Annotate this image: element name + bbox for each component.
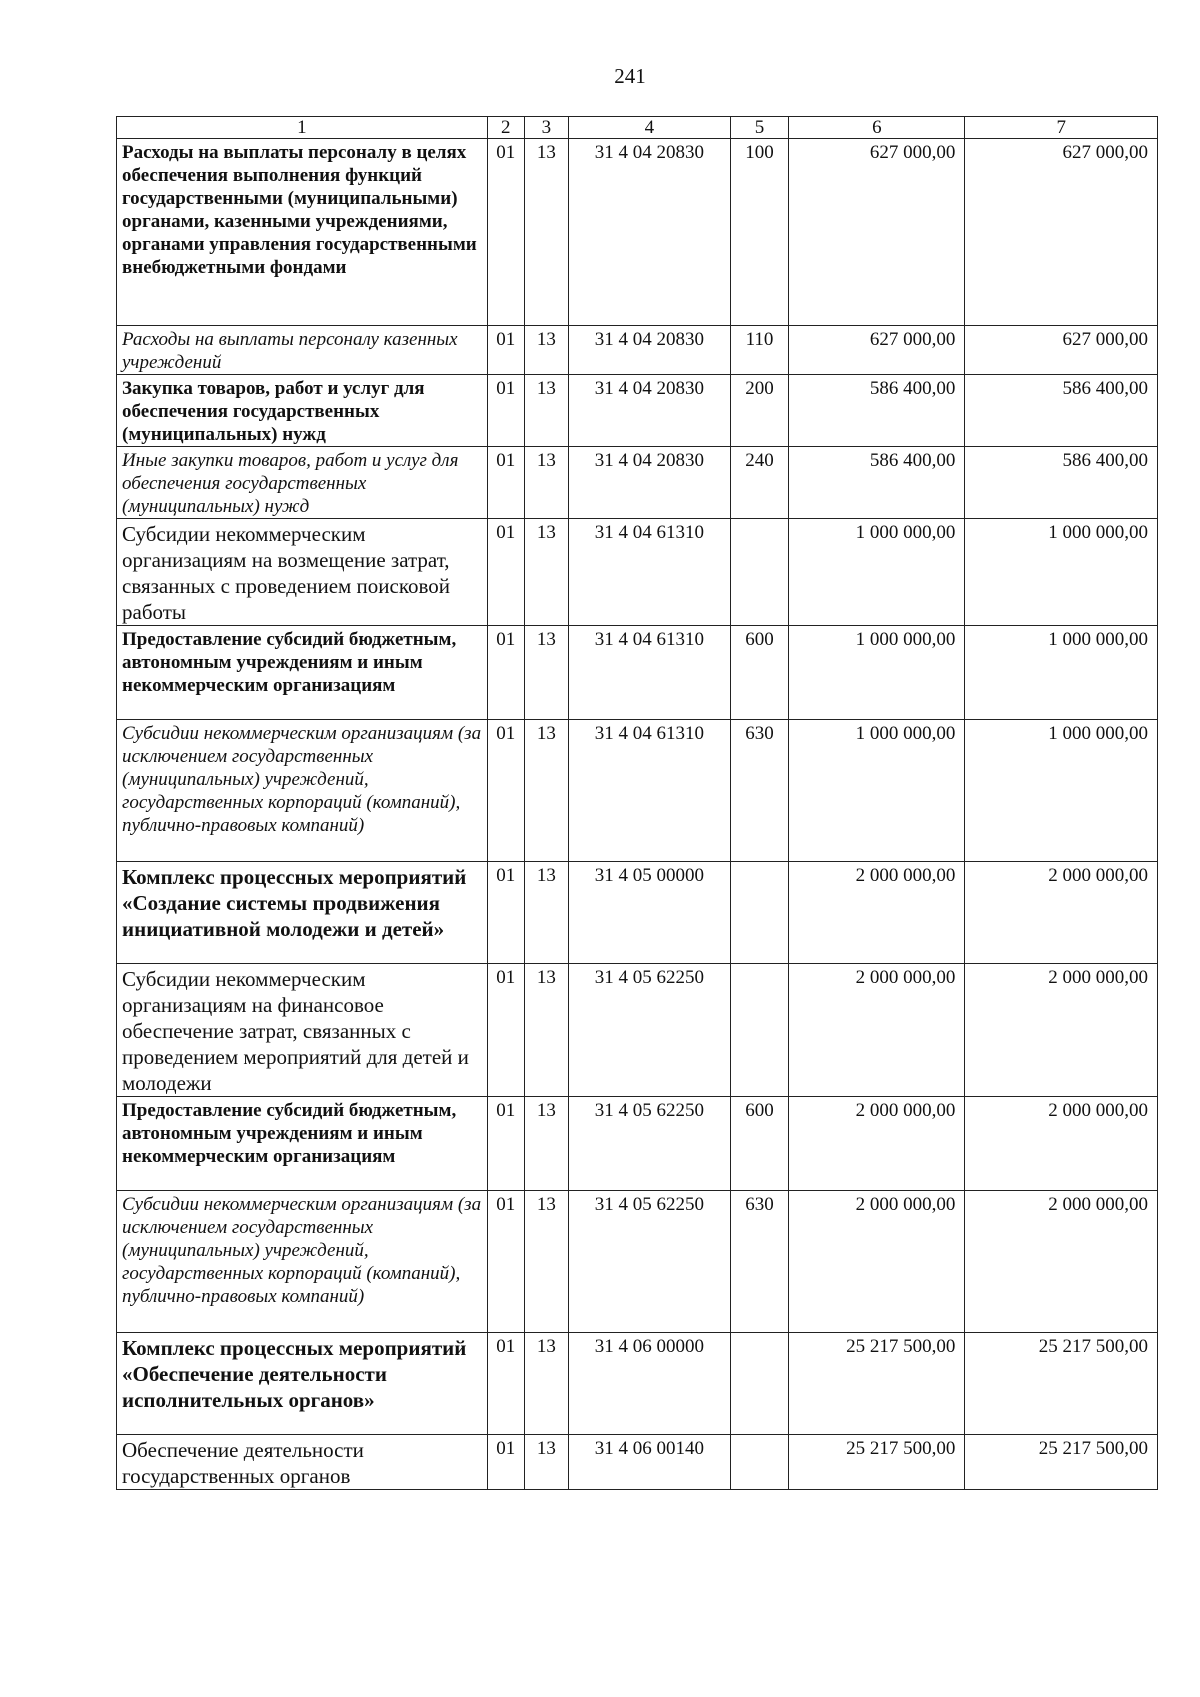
cell-subsection: 13 <box>524 1435 568 1490</box>
cell-target-article: 31 4 04 20830 <box>569 447 731 519</box>
cell-section: 01 <box>487 1097 524 1191</box>
cell-expense-type: 630 <box>730 1191 789 1333</box>
cell-target-article: 31 4 04 61310 <box>569 720 731 862</box>
header-cell: 1 <box>117 117 488 139</box>
cell-subsection: 13 <box>524 447 568 519</box>
cell-section: 01 <box>487 1191 524 1333</box>
cell-expense-type: 100 <box>730 139 789 326</box>
cell-target-article: 31 4 05 62250 <box>569 1097 731 1191</box>
cell-subsection: 13 <box>524 139 568 326</box>
cell-amount-1: 2 000 000,00 <box>789 1191 965 1333</box>
cell-expense-type: 600 <box>730 626 789 720</box>
table-row <box>117 326 1158 375</box>
cell-section: 01 <box>487 375 524 447</box>
cell-expense-type <box>730 862 789 964</box>
cell-amount-2: 1 000 000,00 <box>965 519 1158 626</box>
header-cell: 7 <box>965 117 1158 139</box>
cell-subsection: 13 <box>524 1097 568 1191</box>
cell-amount-1: 1 000 000,00 <box>789 626 965 720</box>
cell-target-article: 31 4 05 62250 <box>569 1191 731 1333</box>
cell-target-article: 31 4 04 61310 <box>569 626 731 720</box>
cell-target-article: 31 4 05 00000 <box>569 862 731 964</box>
table-header-row <box>117 117 1158 139</box>
cell-section: 01 <box>487 519 524 626</box>
cell-amount-2: 586 400,00 <box>965 375 1158 447</box>
cell-amount-2: 627 000,00 <box>965 326 1158 375</box>
row-name: Субсидии некоммерческим организациям на финансовое обеспечение затрат, связанных с проведением мероприятий для детей и молодежи <box>117 964 488 1097</box>
table-row <box>117 1097 1158 1191</box>
cell-section: 01 <box>487 720 524 862</box>
row-name: Обеспечение деятельности государственных органов <box>117 1435 488 1490</box>
cell-target-article: 31 4 04 20830 <box>569 139 731 326</box>
cell-expense-type: 110 <box>730 326 789 375</box>
table-row <box>117 720 1158 862</box>
cell-amount-2: 1 000 000,00 <box>965 626 1158 720</box>
header-cell: 4 <box>569 117 731 139</box>
cell-subsection: 13 <box>524 519 568 626</box>
cell-amount-2: 2 000 000,00 <box>965 964 1158 1097</box>
row-name: Комплекс процессных мероприятий «Создание системы продвижения инициативной молодежи и детей» <box>117 862 488 964</box>
row-name: Расходы на выплаты персоналу в целях обеспечения выполнения функций государственными (муниципальными) органами, казенными учреждениями, органами управления государственными внебюджетными фондами <box>117 139 488 326</box>
table-row <box>117 375 1158 447</box>
page-number: 241 <box>614 64 646 88</box>
table-row <box>117 1191 1158 1333</box>
header-cell: 2 <box>487 117 524 139</box>
cell-amount-1: 2 000 000,00 <box>789 862 965 964</box>
cell-subsection: 13 <box>524 1191 568 1333</box>
table-row <box>117 1435 1158 1490</box>
cell-expense-type <box>730 519 789 626</box>
cell-subsection: 13 <box>524 964 568 1097</box>
cell-subsection: 13 <box>524 326 568 375</box>
budget-table <box>116 116 1158 1490</box>
cell-expense-type <box>730 1435 789 1490</box>
cell-target-article: 31 4 06 00140 <box>569 1435 731 1490</box>
cell-subsection: 13 <box>524 375 568 447</box>
row-name: Комплекс процессных мероприятий «Обеспечение деятельности исполнительных органов» <box>117 1333 488 1435</box>
cell-amount-1: 1 000 000,00 <box>789 720 965 862</box>
cell-subsection: 13 <box>524 720 568 862</box>
cell-expense-type <box>730 964 789 1097</box>
cell-expense-type: 240 <box>730 447 789 519</box>
cell-target-article: 31 4 06 00000 <box>569 1333 731 1435</box>
header-cell: 5 <box>730 117 789 139</box>
cell-amount-1: 586 400,00 <box>789 447 965 519</box>
cell-target-article: 31 4 04 20830 <box>569 326 731 375</box>
row-name: Субсидии некоммерческим организациям (за исключением государственных (муниципальных) учреждений, государственных корпораций (компаний), публично-правовых компаний) <box>117 720 488 862</box>
cell-expense-type: 630 <box>730 720 789 862</box>
cell-amount-1: 25 217 500,00 <box>789 1435 965 1490</box>
table-row <box>117 139 1158 326</box>
cell-expense-type: 600 <box>730 1097 789 1191</box>
cell-target-article: 31 4 05 62250 <box>569 964 731 1097</box>
cell-amount-1: 2 000 000,00 <box>789 964 965 1097</box>
cell-subsection: 13 <box>524 626 568 720</box>
cell-subsection: 13 <box>524 1333 568 1435</box>
row-name: Субсидии некоммерческим организациям (за исключением государственных (муниципальных) учреждений, государственных корпораций (компаний), публично-правовых компаний) <box>117 1191 488 1333</box>
row-name: Закупка товаров, работ и услуг для обеспечения государственных (муниципальных) нужд <box>117 375 488 447</box>
cell-amount-2: 2 000 000,00 <box>965 862 1158 964</box>
cell-target-article: 31 4 04 20830 <box>569 375 731 447</box>
cell-target-article: 31 4 04 61310 <box>569 519 731 626</box>
cell-section: 01 <box>487 1333 524 1435</box>
cell-section: 01 <box>487 1435 524 1490</box>
cell-amount-2: 586 400,00 <box>965 447 1158 519</box>
table-row <box>117 1333 1158 1435</box>
cell-expense-type <box>730 1333 789 1435</box>
cell-section: 01 <box>487 139 524 326</box>
cell-subsection: 13 <box>524 862 568 964</box>
cell-section: 01 <box>487 447 524 519</box>
table-row <box>117 862 1158 964</box>
cell-amount-1: 586 400,00 <box>789 375 965 447</box>
row-name: Субсидии некоммерческим организациям на возмещение затрат, связанных с проведением поисковой работы <box>117 519 488 626</box>
table-row <box>117 447 1158 519</box>
cell-section: 01 <box>487 626 524 720</box>
table-row <box>117 519 1158 626</box>
cell-amount-2: 25 217 500,00 <box>965 1333 1158 1435</box>
cell-amount-2: 1 000 000,00 <box>965 720 1158 862</box>
header-cell: 6 <box>789 117 965 139</box>
cell-amount-1: 2 000 000,00 <box>789 1097 965 1191</box>
cell-amount-2: 2 000 000,00 <box>965 1191 1158 1333</box>
cell-amount-1: 627 000,00 <box>789 139 965 326</box>
cell-amount-2: 2 000 000,00 <box>965 1097 1158 1191</box>
cell-amount-1: 627 000,00 <box>789 326 965 375</box>
table-row <box>117 626 1158 720</box>
cell-amount-1: 25 217 500,00 <box>789 1333 965 1435</box>
cell-expense-type: 200 <box>730 375 789 447</box>
row-name: Расходы на выплаты персоналу казенных учреждений <box>117 326 488 375</box>
cell-amount-2: 25 217 500,00 <box>965 1435 1158 1490</box>
row-name: Иные закупки товаров, работ и услуг для обеспечения государственных (муниципальных) нужд <box>117 447 488 519</box>
row-name: Предоставление субсидий бюджетным, автономным учреждениям и иным некоммерческим организациям <box>117 1097 488 1191</box>
table-row <box>117 964 1158 1097</box>
header-cell: 3 <box>524 117 568 139</box>
cell-section: 01 <box>487 862 524 964</box>
cell-section: 01 <box>487 326 524 375</box>
row-name: Предоставление субсидий бюджетным, автономным учреждениям и иным некоммерческим организациям <box>117 626 488 720</box>
cell-amount-1: 1 000 000,00 <box>789 519 965 626</box>
cell-amount-2: 627 000,00 <box>965 139 1158 326</box>
cell-section: 01 <box>487 964 524 1097</box>
